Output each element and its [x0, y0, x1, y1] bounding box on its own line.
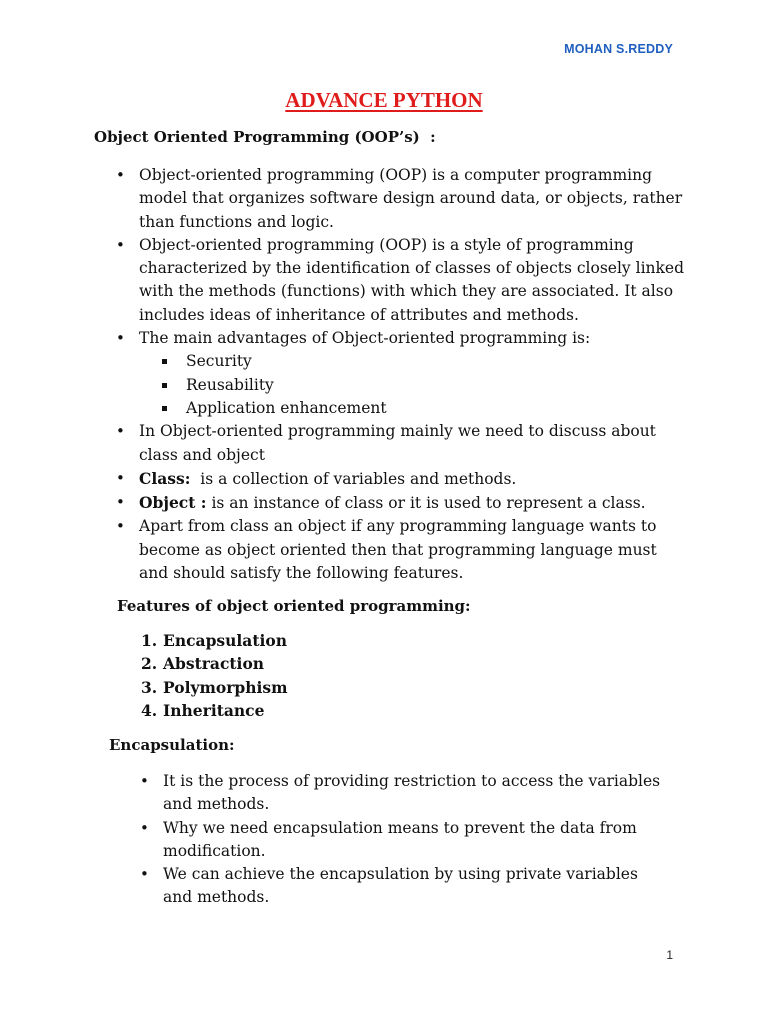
bullet-text: is an instance of class or it is used to represent a class. [206, 494, 646, 513]
bullet-text: is a collection of variables and methods. [190, 469, 517, 488]
feature-number: 2. [141, 654, 158, 674]
advantage-item: Application enhancement [139, 397, 685, 420]
object-term: Object : [139, 493, 207, 513]
features-heading: Features of object oriented programming: [117, 597, 471, 615]
feature-label: Abstraction [163, 654, 265, 674]
list-item [115, 420, 685, 467]
page-number: 1 [666, 948, 673, 962]
list-item [139, 863, 664, 910]
bullet-text: Why we need encapsulation means to prevent the data from modification. [163, 818, 637, 860]
list-item [115, 515, 685, 585]
list-item [115, 327, 685, 420]
list-item [139, 817, 664, 864]
feature-number: 4. [141, 700, 158, 720]
feature-item [141, 676, 288, 699]
bullet-text: We can achieve the encapsulation by using private variables and methods. [163, 865, 638, 907]
oop-heading: Object Oriented Programming (OOP’s) : [94, 128, 436, 146]
feature-number: 1. [141, 631, 158, 650]
list-item [115, 467, 685, 491]
list-item [139, 770, 664, 817]
feature-label: Polymorphism [163, 677, 288, 697]
features-list [141, 629, 288, 722]
bullet-text: The main advantages of Object-oriented programming is: [139, 329, 591, 348]
bullet-text: Apart from class an object if any programming language wants to become as object oriented then that programming language must and should satisfy the following features. [139, 517, 657, 583]
list-item [115, 491, 685, 515]
advantages-list [139, 350, 685, 420]
document-title: ADVANCE PYTHON [285, 88, 483, 112]
feature-label: Inheritance [163, 700, 265, 720]
bullet-text: In Object-oriented programming mainly we need to discuss about class and object [139, 422, 656, 464]
bullet-text: Object-oriented programming (OOP) is a style of programming characterized by the identification of classes of objects closely linked with the methods (functions) with which they are associated. It also includes ideas of inheritance of attributes and methods. [139, 235, 684, 324]
advantage-item: Reusability [139, 374, 685, 397]
encapsulation-heading: Encapsulation: [109, 736, 235, 754]
bullet-text: It is the process of providing restriction to access the variables and methods. [163, 772, 661, 814]
header-author: MOHAN S.REDDY [564, 42, 673, 56]
feature-item [141, 699, 288, 722]
list-item [115, 164, 685, 234]
encapsulation-bullet-list [139, 770, 664, 910]
list-item [115, 234, 685, 327]
bullet-text: Object-oriented programming (OOP) is a computer programming model that organizes software design around data, or objects, rather than functions and logic. [139, 166, 683, 231]
feature-item [141, 652, 288, 675]
oop-bullet-list [115, 164, 685, 585]
advantage-item: Security [139, 350, 685, 373]
class-term: Class: [139, 468, 191, 488]
feature-label: Encapsulation [163, 631, 287, 650]
feature-number: 3. [141, 677, 158, 697]
feature-item [141, 629, 288, 652]
